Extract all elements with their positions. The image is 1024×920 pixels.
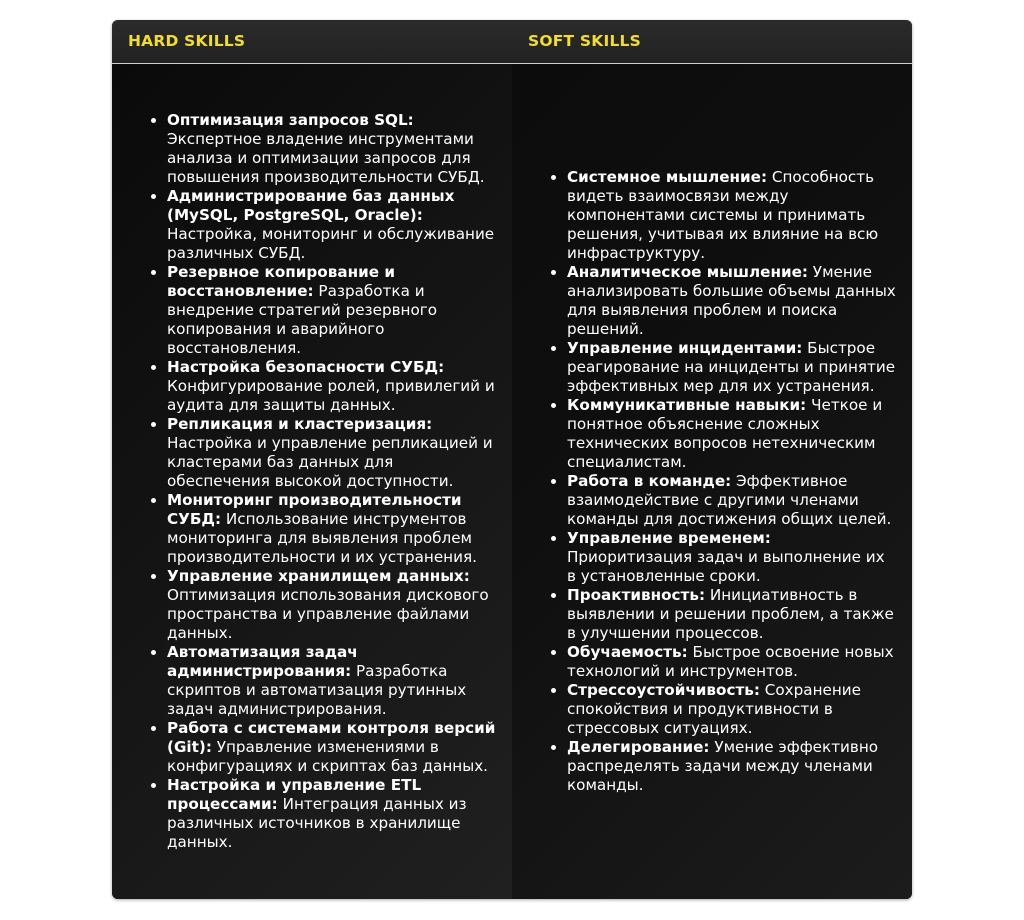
list-item xyxy=(567,168,912,263)
skill-name: Работа с системами контроля версий (Git): xyxy=(167,719,496,756)
list-item xyxy=(167,358,512,415)
skill-description: Приоритизация задач и выполнение их в установленные сроки. xyxy=(567,548,885,585)
skill-name: Администрирование баз данных (MySQL, PostgreSQL, Oracle): xyxy=(167,187,455,224)
skill-name: Мониторинг производительности СУБД: xyxy=(167,491,462,528)
soft-skills-list xyxy=(512,168,912,795)
hard-skills-list xyxy=(112,111,512,852)
skill-description: Разработка скриптов и автоматизация рутинных задач администрирования. xyxy=(167,662,467,718)
list-item xyxy=(567,738,912,795)
list-item xyxy=(567,263,912,339)
skill-description: Быстрое реагирование на инциденты и принятие эффективных мер для их устранения. xyxy=(567,339,896,395)
skill-name: Автоматизация задач администрирования: xyxy=(167,643,358,680)
list-item xyxy=(567,472,912,529)
skill-description: Умение анализировать большие объемы данных для выявления проблем и поиска решений. xyxy=(567,263,896,338)
skill-name: Настройка безопасности СУБД: xyxy=(167,358,445,376)
list-item xyxy=(167,567,512,643)
soft-skills-title: SOFT SKILLS xyxy=(528,32,641,50)
skill-description: Умение эффективно распределять задачи между членами команды. xyxy=(567,738,879,794)
skill-description: Способность видеть взаимосвязи между компонентами системы и принимать решения, учитывая их влияние на всю инфраструктуру. xyxy=(567,168,879,262)
list-item xyxy=(567,681,912,738)
skill-description: Инициативность в выявлении и решении проблем, а также в улучшении процессов. xyxy=(567,586,894,642)
list-item xyxy=(567,396,912,472)
hard-skills-column xyxy=(112,64,512,899)
list-item xyxy=(167,719,512,776)
skill-name: Проактивность: xyxy=(567,586,706,604)
skill-description: Использование инструментов мониторинга для выявления проблем производительности и их устранения. xyxy=(167,510,477,566)
skill-name: Системное мышление: xyxy=(567,168,768,186)
skill-name: Обучаемость: xyxy=(567,643,688,661)
list-item xyxy=(567,339,912,396)
skill-description: Разработка и внедрение стратегий резервного копирования и аварийного восстановления. xyxy=(167,282,438,357)
list-item xyxy=(167,643,512,719)
skill-name: Оптимизация запросов SQL: xyxy=(167,111,414,129)
list-item xyxy=(167,111,512,187)
skill-name: Управление временем: xyxy=(567,529,771,547)
skill-description: Эффективное взаимодействие с другими членами команды для достижения общих целей. xyxy=(567,472,892,528)
skill-description: Интеграция данных из различных источников в хранилище данных. xyxy=(167,795,467,851)
skill-description: Сохранение спокойствия и продуктивности в стрессовых ситуациях. xyxy=(567,681,862,737)
skills-table xyxy=(112,20,912,899)
skill-name: Управление хранилищем данных: xyxy=(167,567,470,585)
list-item xyxy=(167,263,512,358)
skill-name: Работа в команде: xyxy=(567,472,732,490)
list-item xyxy=(167,491,512,567)
skill-name: Резервное копирование и восстановление: xyxy=(167,263,395,300)
hard-skills-title: HARD SKILLS xyxy=(128,32,246,50)
skill-description: Настройка и управление репликацией и кластерами баз данных для обеспечения высокой доступности. xyxy=(167,434,493,490)
skill-name: Аналитическое мышление: xyxy=(567,263,808,281)
skill-name: Делегирование: xyxy=(567,738,710,756)
list-item xyxy=(167,187,512,263)
skill-name: Настройка и управление ETL процессами: xyxy=(167,776,422,813)
list-item xyxy=(167,776,512,852)
table-header xyxy=(112,20,912,64)
skill-description: Быстрое освоение новых технологий и инструментов. xyxy=(567,643,894,680)
list-item xyxy=(567,529,912,586)
skill-description: Четкое и понятное объяснение сложных технических вопросов нетехническим специалистам. xyxy=(567,396,883,471)
table-body xyxy=(112,64,912,899)
skill-description: Конфигурирование ролей, привилегий и аудита для защиты данных. xyxy=(167,377,495,414)
list-item xyxy=(567,586,912,643)
skill-description: Настройка, мониторинг и обслуживание различных СУБД. xyxy=(167,225,495,262)
skill-name: Управление инцидентами: xyxy=(567,339,803,357)
skill-name: Стрессоустойчивость: xyxy=(567,681,760,699)
skill-description: Управление изменениями в конфигурациях и скриптах баз данных. xyxy=(167,738,489,775)
list-item xyxy=(167,415,512,491)
soft-skills-column xyxy=(512,64,912,899)
list-item xyxy=(567,643,912,681)
skill-name: Репликация и кластеризация: xyxy=(167,415,433,433)
skill-description: Оптимизация использования дискового пространства и управление файлами данных. xyxy=(167,586,489,642)
skill-name: Коммуникативные навыки: xyxy=(567,396,807,414)
skill-description: Экспертное владение инструментами анализа и оптимизации запросов для повышения производительности СУБД. xyxy=(167,130,485,186)
